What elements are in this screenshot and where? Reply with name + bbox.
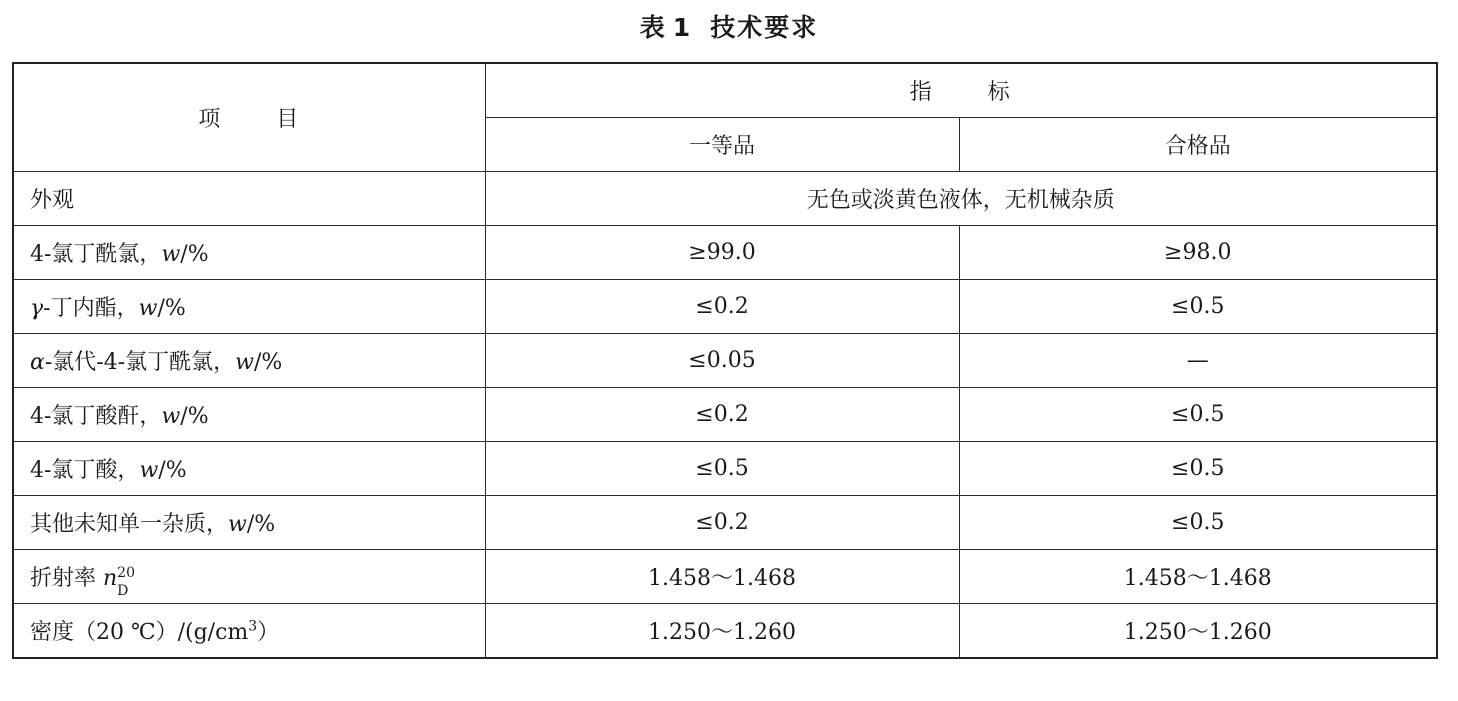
- table-row: [13, 550, 1437, 604]
- header-item: [13, 63, 485, 172]
- row-item: 外观: [13, 172, 485, 226]
- table-title-number: 1: [672, 13, 693, 42]
- table-row: [13, 226, 1437, 280]
- table-row: [13, 280, 1437, 334]
- table-row: [13, 604, 1437, 659]
- row-value-qualified: 1.458～1.468: [959, 550, 1437, 604]
- header-grade-qualified: 合格品: [959, 118, 1437, 172]
- row-merged-value: 无色或淡黄色液体，无机械杂质: [485, 172, 1437, 226]
- row-item: 4-氯丁酰氯，w/%: [13, 226, 485, 280]
- table-row: [13, 334, 1437, 388]
- row-value-first: ≤0.2: [485, 496, 959, 550]
- row-value-qualified: —: [959, 334, 1437, 388]
- row-value-qualified: ≤0.5: [959, 388, 1437, 442]
- row-item: 4-氯丁酸，w/%: [13, 442, 485, 496]
- row-value-first: ≤0.2: [485, 388, 959, 442]
- table-row: [13, 496, 1437, 550]
- row-value-qualified: ≤0.5: [959, 496, 1437, 550]
- table-title: [0, 8, 1458, 44]
- table-row: [13, 388, 1437, 442]
- row-item: 密度（20 $℃)/(g/cm^3)$: [13, 604, 485, 659]
- row-item: 折射率 $n^{20}$ D: [13, 550, 485, 604]
- row-value-first: 1.250～1.260: [485, 604, 959, 659]
- row-value-qualified: ≥98.0: [959, 226, 1437, 280]
- row-value-qualified: ≤0.5: [959, 442, 1437, 496]
- header-indicator-char-2: 标: [987, 80, 1012, 105]
- header-item-char-1: 项: [198, 107, 223, 132]
- header-item-char-2: 目: [276, 107, 301, 132]
- row-item: γ-丁内酯，w/%: [13, 280, 485, 334]
- header-indicator: [485, 63, 1437, 118]
- table-row: [13, 172, 1437, 226]
- header-grade-first: 一等品: [485, 118, 959, 172]
- row-value-qualified: 1.250～1.260: [959, 604, 1437, 659]
- row-value-qualified: ≤0.5: [959, 280, 1437, 334]
- row-value-first: ≥99.0: [485, 226, 959, 280]
- row-item: α-氯代-4-氯丁酰氯，w/%: [13, 334, 485, 388]
- row-value-first: 1.458～1.468: [485, 550, 959, 604]
- header-indicator-char-1: 指: [909, 80, 934, 105]
- technical-requirements-table: [12, 62, 1438, 659]
- row-value-first: ≤0.5: [485, 442, 959, 496]
- row-value-first: ≤0.05: [485, 334, 959, 388]
- table-row: [13, 442, 1437, 496]
- header-row-indicator: [13, 63, 1437, 118]
- row-item: 4-氯丁酸酐，w/%: [13, 388, 485, 442]
- row-item: 其他未知单一杂质，w/%: [13, 496, 485, 550]
- table-title-text: 技术要求: [710, 13, 819, 42]
- row-value-first: ≤0.2: [485, 280, 959, 334]
- table-title-prefix: 表: [639, 13, 667, 42]
